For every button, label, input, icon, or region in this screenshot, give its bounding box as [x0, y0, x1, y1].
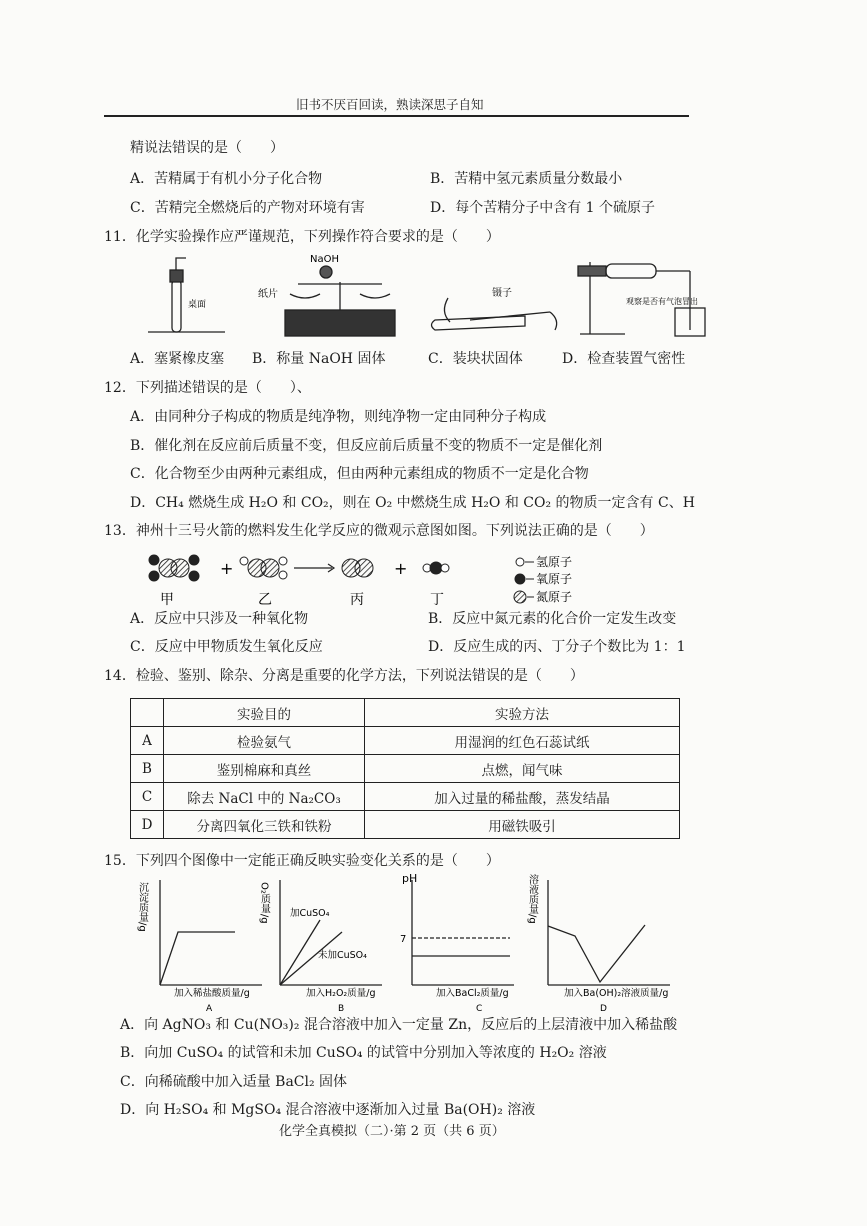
- label-ding: 丁: [430, 592, 444, 608]
- q13-option-b: B．反应中氮元素的化合价一定发生改变: [428, 611, 677, 627]
- q10-option-a: A．苦精属于有机小分子化合物: [130, 171, 323, 187]
- molecule-jia: [149, 555, 199, 581]
- figure-b-balance: [285, 266, 395, 336]
- q11-option-b: B．称量 NaOH 固体: [252, 351, 386, 367]
- graph-d-letter: D: [600, 1004, 607, 1014]
- label-tweezers: 镊子: [492, 288, 512, 299]
- page-footer: 化学全真模拟（二）·第 2 页（共 6 页）: [279, 1124, 505, 1139]
- q12-option-c: C．化合物至少由两种元素组成，但由两种元素组成的物质不一定是化合物: [130, 466, 589, 482]
- table-cell: A: [131, 727, 164, 755]
- molecule-bing: [342, 559, 373, 577]
- q10-option-d: D．每个苦精分子中含有 1 个硫原子: [430, 200, 656, 216]
- q11-option-a: A．塞紧橡皮塞: [130, 351, 225, 367]
- table-cell: 用磁铁吸引: [365, 811, 680, 839]
- legend-n: 氮原子: [536, 590, 573, 604]
- q15-option-a: A．向 AgNO₃ 和 Cu(NO₃)₂ 混合溶液中加入一定量 Zn，反应后的上层清液中加入稀盐酸: [120, 1017, 678, 1033]
- q13-stem: 13．神州十三号火箭的燃料发生化学反应的微观示意图如图。下列说法正确的是（ ）: [104, 523, 654, 539]
- q11-apparatus-figures: [130, 250, 710, 342]
- table-cell: D: [131, 811, 164, 839]
- q14-table: [130, 698, 680, 839]
- q12-stem: 12．下列描述错误的是（ ）、: [104, 380, 311, 396]
- table-cell: C: [131, 783, 164, 811]
- q14-stem: 14．检验、鉴别、除杂、分离是重要的化学方法，下列说法错误的是（ ）: [104, 668, 584, 684]
- label-yi: 乙: [258, 592, 272, 608]
- graph-b: [280, 880, 382, 985]
- table-cell: 检验氨气: [164, 727, 365, 755]
- figure-c-tweezers: [432, 298, 557, 330]
- graph-b-xlabel: 加入H₂O₂质量/g: [306, 988, 376, 999]
- table-cell: 除去 NaCl 中的 Na₂CO₃: [164, 783, 365, 811]
- atom-legend: [514, 558, 534, 603]
- graph-b-line2: 未加CuSO₄: [318, 950, 367, 961]
- graph-a-letter: A: [206, 1004, 213, 1014]
- q15-stem: 15．下列四个图像中一定能正确反映实验变化关系的是（ ）: [104, 853, 500, 869]
- q11-option-d: D．检查装置气密性: [562, 351, 686, 367]
- graph-c-ylabel: pH: [402, 872, 418, 885]
- table-cell: 用湿润的红色石蕊试纸: [365, 727, 680, 755]
- graph-c-letter: C: [476, 1004, 483, 1014]
- plus-2: +: [394, 559, 408, 578]
- q12-option-a: A．由同种分子构成的物质是纯净物，则纯净物一定由同种分子构成: [130, 409, 547, 425]
- table-header-row: [131, 699, 680, 727]
- molecule-yi: [240, 557, 287, 579]
- graph-b-letter: B: [338, 1004, 345, 1014]
- graph-d: [548, 880, 670, 985]
- q10-stem: 精说法错误的是（ ）: [130, 140, 284, 156]
- q15-graphs: [130, 870, 700, 1015]
- label-paper: 纸片: [258, 289, 278, 300]
- graph-a-xlabel: 加入稀盐酸质量/g: [174, 988, 250, 999]
- q15-option-b: B．向加 CuSO₄ 的试管和未加 CuSO₄ 的试管中分别加入等浓度的 H₂O₂ 溶液: [120, 1045, 607, 1061]
- label-jia: 甲: [160, 592, 174, 608]
- q10-option-c: C．苦精完全燃烧后的产物对环境有害: [130, 200, 365, 216]
- table-cell: 点燃，闻气味: [365, 755, 680, 783]
- graph-c: [412, 880, 514, 985]
- table-cell: 鉴别棉麻和真丝: [164, 755, 365, 783]
- page-header: 旧书不厌百回读，熟读深思子自知: [296, 97, 484, 112]
- table-header-cell: 实验目的: [164, 699, 365, 727]
- graph-b-ylabel: O₂质量/g: [258, 882, 270, 924]
- q13-option-a: A．反应中只涉及一种氧化物: [130, 611, 309, 627]
- q13-reaction-diagram: [140, 548, 600, 610]
- q13-option-c: C．反应中甲物质发生氧化反应: [130, 639, 323, 655]
- header-rule: [104, 115, 689, 117]
- q11-option-c: C．装块状固体: [428, 351, 523, 367]
- q11-stem: 11．化学实验操作应严谨规范，下列操作符合要求的是（ ）: [104, 229, 500, 245]
- plus-1: +: [220, 559, 234, 578]
- table-row: [131, 727, 680, 755]
- label-table: 桌面: [188, 300, 207, 310]
- figure-a-stopper: [148, 258, 225, 332]
- table-row: [131, 755, 680, 783]
- graph-b-line1: 加CuSO₄: [290, 908, 330, 919]
- table-cell: 加入过量的稀盐酸，蒸发结晶: [365, 783, 680, 811]
- molecule-ding: [423, 562, 449, 574]
- graph-d-ylabel: 溶液质量/g: [526, 874, 538, 924]
- table-row: [131, 783, 680, 811]
- table-row: [131, 811, 680, 839]
- graph-c-tick: 7: [400, 934, 407, 945]
- table-cell: 分离四氧化三铁和铁粉: [164, 811, 365, 839]
- graph-c-xlabel: 加入BaCl₂质量/g: [436, 988, 509, 999]
- label-naoh: NaOH: [310, 254, 339, 265]
- legend-o: 氧原子: [536, 572, 573, 586]
- label-bing: 丙: [350, 592, 364, 608]
- legend-h: 氢原子: [536, 555, 573, 569]
- graph-d-xlabel: 加入Ba(OH)₂溶液质量/g: [564, 988, 669, 999]
- q15-option-d: D．向 H₂SO₄ 和 MgSO₄ 混合溶液中逐渐加入过量 Ba(OH)₂ 溶液: [120, 1102, 536, 1118]
- q12-option-b: B．催化剂在反应前后质量不变，但反应前后质量不变的物质不一定是催化剂: [130, 438, 603, 454]
- label-bubbles: 观察是否有气泡冒出: [626, 297, 698, 306]
- graph-a: [160, 880, 262, 985]
- table-header-cell: [131, 699, 164, 727]
- graph-a-ylabel: 沉淀质量/g: [136, 882, 148, 932]
- table-header-cell: 实验方法: [365, 699, 680, 727]
- table-cell: B: [131, 755, 164, 783]
- q12-option-d: D．CH₄ 燃烧生成 H₂O 和 CO₂，则在 O₂ 中燃烧生成 H₂O 和 CO₂ 的物质一定含有 C、H: [130, 495, 695, 511]
- q13-option-d: D．反应生成的丙、丁分子个数比为 1：1: [428, 639, 686, 655]
- q15-option-c: C．向稀硫酸中加入适量 BaCl₂ 固体: [120, 1074, 348, 1090]
- q10-option-b: B．苦精中氢元素质量分数最小: [430, 171, 623, 187]
